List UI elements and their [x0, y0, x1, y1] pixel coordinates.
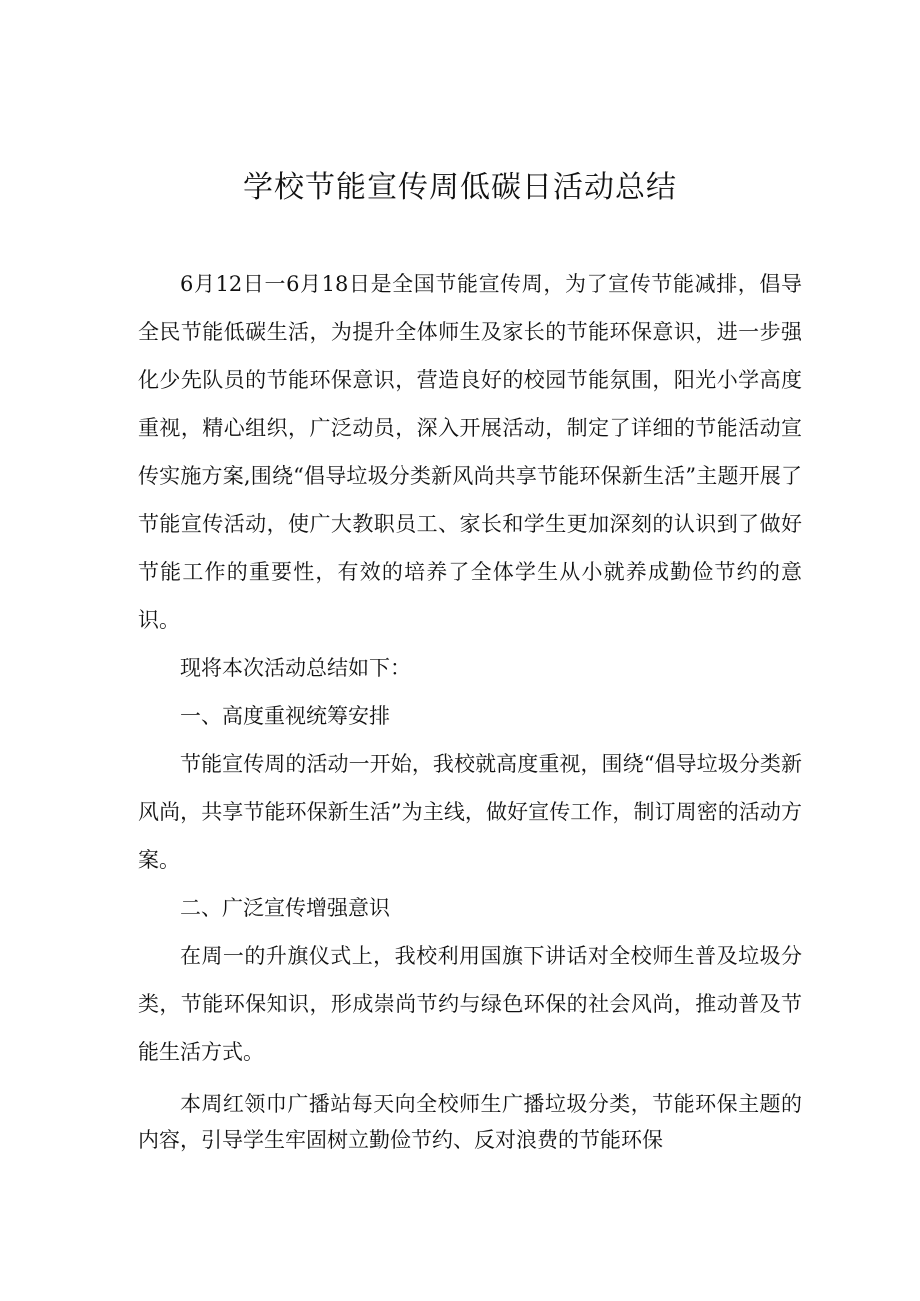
section2-paragraph-2: 本周红领巾广播站每天向全校师生广播垃圾分类，节能环保主题的内容，引导学生牢固树立勤俭节约、反对浪费的节能环保 [138, 1092, 802, 1152]
section2-paragraph: 在周一的升旗仪式上，我校利用国旗下讲话对全校师生普及垃圾分类，节能环保知识，形成崇尚节约与绿色环保的社会风尚，推动普及节能生活方式。 [138, 944, 802, 1064]
intro-paragraph: 6月12日一6月18日是全国节能宣传周，为了宣传节能减排，倡导全民节能低碳生活，为提升全体师生及家长的节能环保意识，进一步强化少先队员的节能环保意识，营造良好的校园节能氛围，阳光小学高度重视，精心组织，广泛动员，深入开展活动，制定了详细的节能活动宣传实施方案,围绕“倡导垃圾分类新风尚共享节能环保新生活”主题开展了节能宣传活动，使广大教职员工、家长和学生更加深刻的认识到了做好节能工作的重要性，有效的培养了全体学生从小就养成勤俭节约的意识。 [138, 272, 802, 632]
section2-heading: 二、广泛宣传增强意识 [180, 896, 390, 920]
section1-heading: 一、高度重视统筹安排 [180, 704, 390, 728]
section1-paragraph: 节能宣传周的活动一开始，我校就高度重视，围绕“倡导垃圾分类新风尚，共享节能环保新生活”为主线，做好宣传工作，制订周密的活动方案。 [138, 752, 802, 872]
summary-lead: 现将本次活动总结如下： [180, 656, 411, 680]
document-title: 学校节能宣传周低碳日活动总结 [243, 170, 677, 205]
document-body [138, 260, 802, 1158]
